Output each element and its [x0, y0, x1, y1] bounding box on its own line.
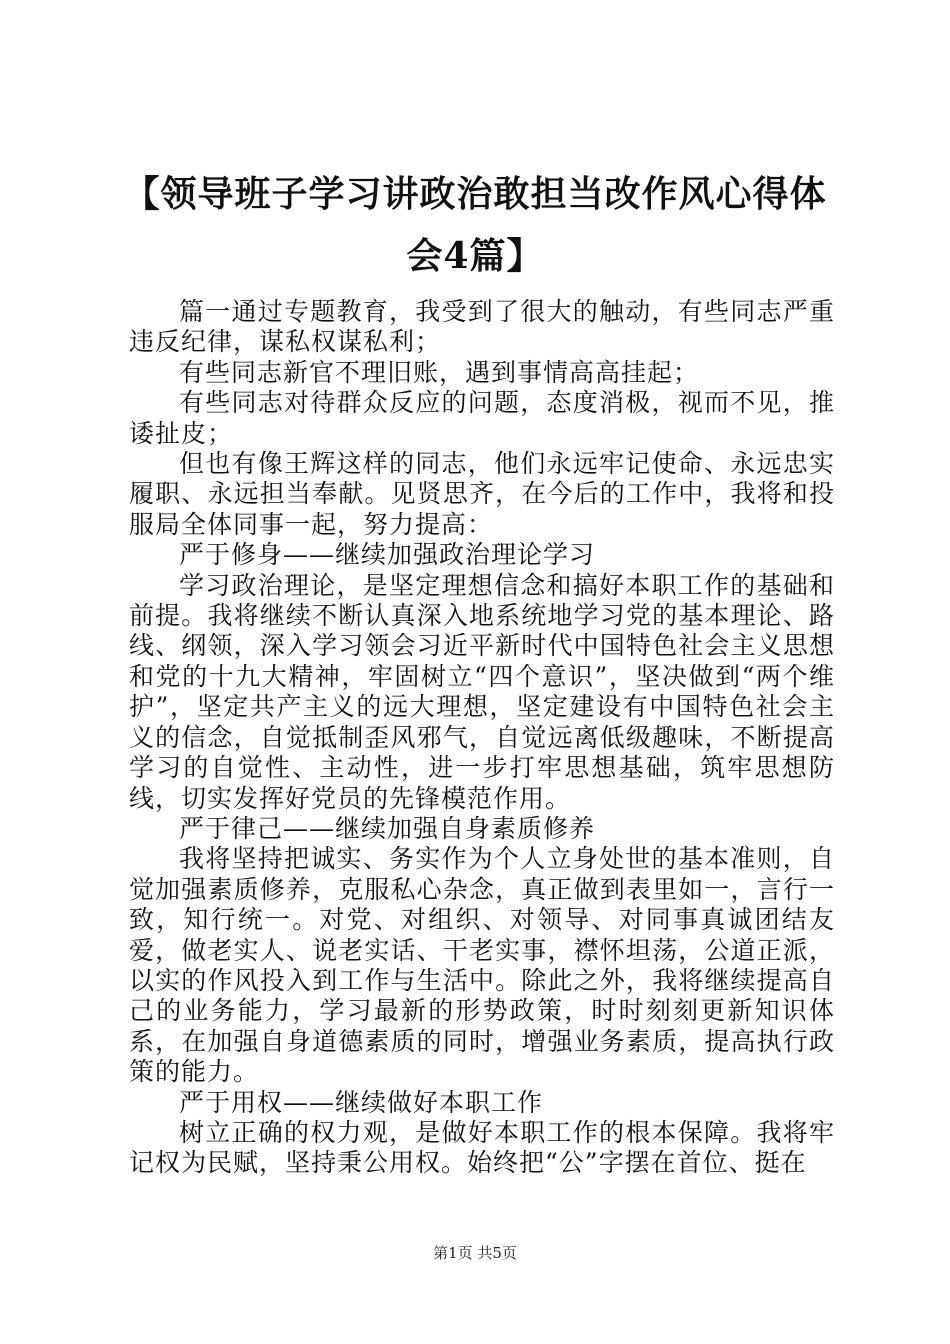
paragraph: 我将坚持把诚实、务实作为个人立身处世的基本准则，自觉加强素质修养，克服私心杂念，真正做到表里如一，言行一致，知行统一。对党、对组织、对领导、对同事真诚团结友爱，做老实人、说老实话、干老实事，襟怀坦荡，公道正派，以实的作风投入到工作与生活中。除此之外，我将继续提高自己的业务能力，学习最新的形势政策，时时刻刻更新知识体系，在加强自身道德素质的同时，增强业务素质，提高执行政策的能力。	[129, 844, 835, 1087]
paragraph: 篇一通过专题教育，我受到了很大的触动，有些同志严重违反纪律，谋私权谋私利；	[129, 297, 835, 357]
paragraph: 有些同志新官不理旧账，遇到事情高高挂起；	[179, 357, 700, 387]
section-heading: 严于修身——继续加强政治理论学习	[179, 540, 596, 570]
page-footer: 第1页 共5页	[433, 1244, 517, 1262]
paragraph: 学习政治理论，是坚定理想信念和搞好本职工作的基础和前提。我将继续不断认真深入地系统地学习党的基本理论、路线、纲领，深入学习领会习近平新时代中国特色社会主义思想和党的十九大精神，牢固树立“四个意识”，坚决做到“两个维护”，坚定共产主义的远大理想，坚定建设有中国特色社会主义的信念，自觉抵制歪风邪气，自觉远离低级趣味，不断提高学习的自觉性、主动性，进一步打牢思想基础，筑牢思想防线，切实发挥好党员的先锋模范作用。	[129, 570, 835, 813]
section-heading: 严于用权——继续做好本职工作	[179, 1087, 544, 1117]
paragraph: 但也有像王辉这样的同志，他们永远牢记使命、永远忠实履职、永远担当奉献。见贤思齐，在今后的工作中，我将和投服局全体同事一起，努力提高：	[129, 449, 835, 539]
section-heading: 严于律己——继续加强自身素质修养	[179, 813, 596, 843]
paragraph: 有些同志对待群众反应的问题，态度消极，视而不见，推诿扯皮；	[129, 388, 835, 448]
paragraph: 树立正确的权力观，是做好本职工作的根本保障。我将牢记权为民赋，坚持秉公用权。始终把“公”字摆在首位、挺在	[129, 1117, 835, 1178]
document-title: 【领导班子学习讲政治敢担当改作风心得体会4篇】	[123, 173, 827, 277]
document-body	[129, 297, 835, 1179]
